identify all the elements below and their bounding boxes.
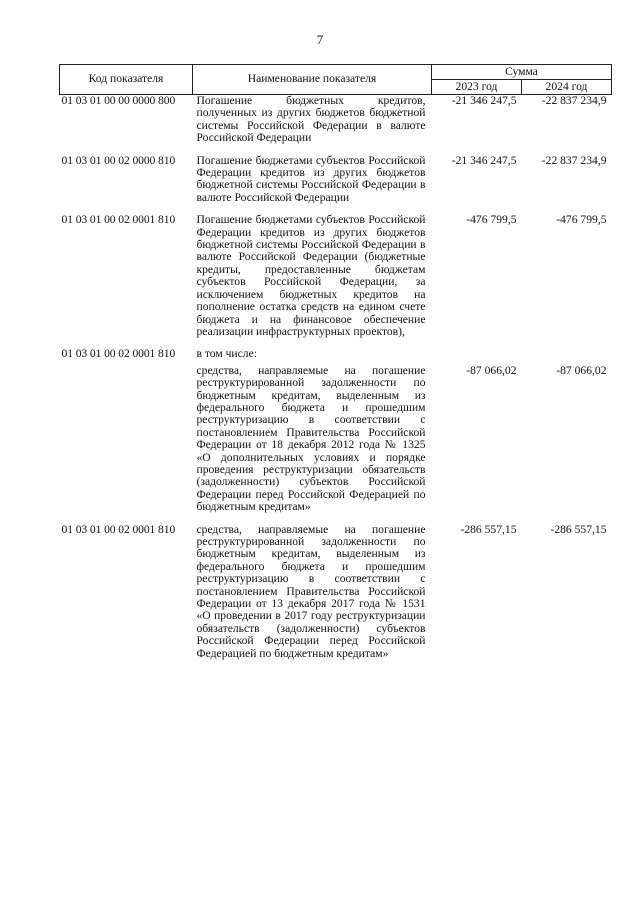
- row-amount-2024: -22 837 234,9: [541, 94, 607, 107]
- page-number: 7: [316, 32, 324, 47]
- table-row: [60, 95, 612, 155]
- row-amount-2023: -87 066,02: [466, 363, 517, 377]
- row-code: 01 03 01 00 02 0001 810: [61, 213, 176, 227]
- row-code: [60, 365, 193, 524]
- row-code: 01 03 01 00 02 0000 810: [61, 153, 176, 167]
- row-code: 01 03 01 00 02 0001 810: [61, 347, 176, 361]
- row-code: 01 03 01 00 00 0000 800: [61, 94, 176, 107]
- row-name: средства, направляемые на погашение реструктурированной задолженности по бюджетным кредитам, выделенным из федерального бюджета и прошедшим реструктуризацию в соответствии с постановлением Правительства Российской Федерации от 13 декабря 2017 года № 1531 «О проведении в 2017 году реструктуризации обязательств (задолженности) субъектов Российской Федерации перед Российской Федерацией по бюджетным кредитам»: [196, 522, 426, 660]
- table-row: [60, 214, 612, 348]
- budget-table: [59, 64, 612, 670]
- row-amount-2024: [522, 348, 612, 364]
- table-row: [60, 365, 612, 524]
- header-year-2024: 2024 год: [522, 80, 612, 95]
- row-amount-2024: -476 799,5: [556, 213, 607, 227]
- table-header: [60, 65, 612, 95]
- header-year-2023: 2023 год: [432, 80, 522, 95]
- header-name: Наименование показателя: [193, 65, 432, 95]
- row-name: Погашение бюджетных кредитов, полученных из других бюджетов бюджетной системы Российской Федерации в валюте Российской Федерации: [196, 94, 426, 145]
- table-row: [60, 348, 612, 364]
- row-name: Погашение бюджетами субъектов Российской Федерации кредитов из других бюджетов бюджетной системы Российской Федерации в валюте Российской Федерации: [196, 153, 426, 204]
- header-code: Код показателя: [60, 65, 193, 95]
- header-sum: Сумма: [432, 65, 612, 80]
- row-amount-2024: -87 066,02: [556, 363, 607, 377]
- row-name: в том числе:: [196, 347, 257, 361]
- row-amount-2023: -21 346 247,5: [451, 153, 517, 167]
- row-code: 01 03 01 00 02 0001 810: [61, 522, 176, 536]
- row-amount-2023: -286 557,15: [460, 522, 517, 536]
- row-name: Погашение бюджетами субъектов Российской Федерации кредитов из других бюджетов бюджетной системы Российской Федерации в валюте Российской Федерации (бюджетные кредиты, предоставленные бюджетам субъектов Российской Федерации, за исключением бюджетных кредитов на пополнение остатка средств на едином счете бюджета и на финансовое обеспечение реализации инфраструктурных проектов),: [196, 213, 426, 338]
- row-amount-2023: [432, 348, 522, 364]
- table-row: [60, 524, 612, 670]
- row-name: средства, направляемые на погашение реструктурированной задолженности по бюджетным кредитам, выделенным из федерального бюджета и прошедшим реструктуризацию в соответствии с постановлением Правительства Российской Федерации от 18 декабря 2012 года № 1325 «О дополнительных условиях и порядке проведения реструктуризации обязательств (задолженности) субъектов Российской Федерации перед Российской Федерацией по бюджетным кредитам»: [196, 363, 426, 514]
- row-amount-2024: -286 557,15: [550, 522, 607, 536]
- row-amount-2024: -22 837 234,9: [541, 153, 607, 167]
- table-body: [60, 95, 612, 671]
- row-amount-2023: -476 799,5: [466, 213, 517, 227]
- row-amount-2023: -21 346 247,5: [451, 94, 517, 107]
- table-row: [60, 155, 612, 215]
